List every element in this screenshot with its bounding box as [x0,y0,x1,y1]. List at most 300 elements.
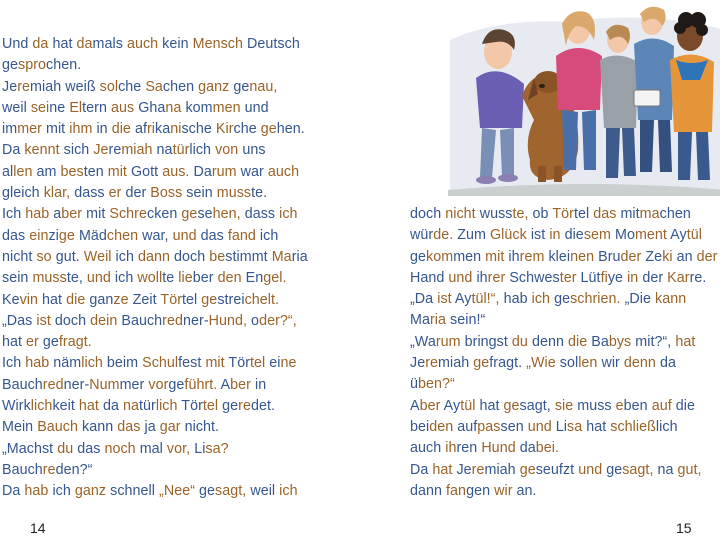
syllable: Boss [150,185,183,202]
syllable: kom [181,99,213,116]
syllable: A [410,397,420,414]
syllable: te [162,270,179,287]
syllable: hat [78,398,99,415]
syllable: na [165,99,182,116]
syllable: ren [456,440,482,457]
syllable: ment [634,227,667,244]
syllable: men [453,248,486,265]
syllable: schnell [106,483,160,500]
syllable: chelt. [244,291,280,308]
syllable: ih [504,248,520,265]
syllable: sein [182,185,217,202]
text-line [410,247,718,268]
syllable: ge [38,334,59,351]
syllable: bringst [460,333,512,350]
syllable: sie [554,397,574,414]
syllable: „Die [620,291,656,308]
syllable: seufzt [535,461,579,478]
syllable: „Wie [526,355,556,372]
syllable: Tör [224,355,251,372]
text-line [410,481,718,502]
text-line [2,247,308,268]
syllable: che [118,78,146,95]
syllable: ber [61,206,83,223]
syllable: re [17,78,31,95]
syllable: mal [135,440,167,457]
syllable: da [32,36,49,52]
syllable: ze [113,291,129,308]
syllable: lich [655,418,678,435]
syllable: Je [410,355,426,372]
syllable: sem [583,227,611,244]
syllable: Lüt [576,269,601,286]
syllable: sein [2,270,33,287]
syllable: und [172,227,197,244]
syllable: ne [280,355,297,372]
syllable: der?“, [259,312,297,329]
syllable: Gha [134,99,166,116]
syllable: ne [49,99,70,116]
syllable: ist [526,227,550,244]
syllable: hen. [276,121,305,138]
text-line [410,289,718,310]
syllable: mit [41,121,70,138]
syllable: Schwes [505,269,560,286]
syllable: Je [2,78,18,95]
syllable: Kar [667,269,690,286]
syllable: kom [426,248,454,265]
syllable: gut. [51,248,84,265]
syllable: na [123,398,140,415]
text-line [2,353,308,374]
syllable: muss [573,397,616,414]
syllable: fragt. [58,334,92,351]
syllable: rem [519,248,545,265]
syllable: Ay [666,227,687,244]
syllable: hat [475,397,504,414]
syllable: gen [466,482,495,499]
syllable: re [471,461,485,478]
syllable: weil [2,99,31,116]
syllable: sich [59,142,94,159]
syllable: er [26,334,39,351]
right-page [360,0,720,536]
syllable: ist [36,312,51,329]
syllable: ge [168,376,185,393]
syllable: tül [460,397,476,414]
syllable: Mäd [74,227,107,244]
syllable: das [593,206,617,222]
syllable: dann [138,248,171,265]
text-line [2,375,308,396]
syllable: Tör [177,398,203,415]
syllable: dein [90,312,118,329]
syllable: Li [551,418,567,435]
syllable: auch [410,440,446,457]
syllable: Bauch [2,376,43,393]
syllable: war [236,163,268,180]
syllable: rum [211,163,237,180]
text-line [2,439,308,460]
syllable: tül!“, [471,291,500,308]
syllable: klei [544,248,571,265]
syllable: len [578,355,598,372]
text-line [410,225,718,246]
syllable: wir [494,482,513,499]
text-line [2,162,308,183]
syllable: in [627,269,639,286]
syllable: a [49,206,62,223]
syllable: im [2,121,18,138]
syllable: sche [181,121,216,138]
syllable: dass [70,185,109,202]
text-line [2,98,308,119]
syllable: Da [410,461,433,478]
syllable: sa? [205,440,229,457]
syllable: zi [48,227,59,244]
page-number-left: 14 [30,520,46,536]
syllable: Hund, [208,312,248,329]
syllable: nicht [445,206,476,222]
syllable: denn [623,355,656,372]
syllable: rum [435,333,461,350]
text-line [2,481,308,502]
syllable: strei [217,291,245,308]
syllable: wür [410,227,434,244]
syllable: an [672,248,697,265]
syllable: das [196,227,228,244]
syllable: hab [499,291,532,308]
syllable: „Da [410,291,438,308]
syllable: Je [93,142,109,159]
syllable: das [2,227,30,244]
syllable: miah [438,355,474,372]
syllable: ist [437,291,452,308]
syllable: näm [49,355,82,372]
syllable: miah weiß [30,78,100,95]
syllable: den [217,270,242,287]
syllable: an. [512,482,537,499]
syllable: ben [623,397,652,414]
syllable: ge [473,355,490,372]
syllable: ge [201,291,218,308]
syllable: hat [675,333,696,350]
syllable: ge [181,206,198,223]
syllable: tül [686,227,702,244]
syllable: ner- [63,376,90,393]
text-line [2,77,308,98]
text-line [2,226,308,247]
text-line [410,417,718,438]
syllable: sol [555,355,579,372]
syllable: hat [432,461,453,478]
syllable: führt. [184,376,218,393]
syllable: sagt, [622,461,654,478]
syllable: wuss [475,206,513,222]
syllable: sein!“ [446,312,486,329]
syllable: am [32,163,61,180]
syllable: die [671,397,695,414]
syllable: red [162,312,183,329]
syllable: doch [410,206,446,222]
syllable: „Das [2,312,37,329]
syllable: lich [30,398,53,415]
syllable: fan [446,482,467,499]
syllable: ri [146,121,156,138]
syllable: ja [140,419,160,436]
syllable: ich [48,483,75,500]
syllable: ber [419,397,441,414]
syllable: te, [66,270,87,287]
syllable: ten [83,163,108,180]
syllable: die [560,227,584,244]
syllable: Hund [481,440,516,457]
syllable: in [549,227,561,244]
syllable: gleich [2,185,44,202]
syllable: mit?“, [631,333,676,350]
syllable: Ma [410,312,430,329]
syllable: nicht [2,248,37,265]
syllable: schließ [610,418,656,435]
syllable: chen [106,227,139,244]
syllable: ter [559,269,577,286]
syllable: se [197,206,213,223]
syllable: mit [82,206,110,223]
syllable: hen, [212,206,241,223]
syllable: hat [38,291,67,308]
syllable: tern [82,99,111,116]
text-line [410,268,718,289]
syllable: er [108,185,122,202]
syllable: bei [410,418,430,435]
syllable: fest [178,355,206,372]
syllable: Sa [145,78,163,95]
text-line [2,311,308,332]
syllable: ihm [69,121,93,138]
syllable: ma [639,206,660,222]
syllable: mit [205,355,225,372]
syllable: re [42,461,56,478]
syllable: Bauch [117,312,163,329]
syllable: „Wa [410,333,436,350]
syllable: bei. [535,440,559,457]
syllable: mals [92,36,127,52]
syllable: „Nee“ [159,483,196,500]
syllable: ich [531,291,551,308]
syllable: da [98,398,123,415]
syllable: Ma [271,248,292,265]
right-page-text [410,204,718,502]
syllable: Ke [2,291,20,308]
syllable: sagt, [215,483,247,500]
syllable: und [578,461,603,478]
syllable: dann [410,482,447,499]
syllable: mit [107,163,127,180]
syllable: vor, [166,440,191,457]
syllable: chen. [46,57,82,74]
syllable: Wirk [2,398,31,415]
syllable: Bauch [37,419,79,436]
syllable: Schul [142,355,179,372]
syllable: na [152,142,173,159]
syllable: das [73,440,105,457]
children-with-dog-illustration [438,0,720,196]
syllable: beim [102,355,143,372]
syllable: tür [139,398,156,415]
syllable: aus [111,99,135,116]
syllable: tür [172,142,190,159]
syllable: Schre [109,206,147,223]
syllable: stimmt [225,248,272,265]
syllable: vin [19,291,39,308]
syllable: ki [662,248,673,265]
syllable: pas [477,418,501,435]
syllable: Weil [83,248,112,265]
syllable: Ze [641,248,663,265]
syllable: ge [260,121,277,138]
syllable: doch [170,248,210,265]
syllable: ge [410,248,427,265]
syllable: cken [147,206,182,223]
syllable: doch [50,312,91,329]
syllable: e [615,397,624,414]
syllable: ich [255,227,279,244]
syllable: ob [528,206,553,222]
text-line [2,55,308,76]
syllable: Deutsch [243,36,300,52]
syllable: ge [58,227,75,244]
text-line [2,140,308,161]
syllable: tel [182,291,202,308]
syllable: al [2,163,14,180]
syllable: ei [265,355,281,372]
syllable: af [130,121,147,138]
syllable: sen [500,418,528,435]
syllable: ge [602,461,623,478]
syllable: auch [267,163,300,180]
syllable: kann [78,419,118,436]
syllable: Ay [451,291,472,308]
syllable: fand [227,227,256,244]
syllable: Mo [610,227,635,244]
syllable: ber [192,270,218,287]
syllable: te. [251,185,268,202]
syllable: in [250,376,267,393]
syllable: tel [250,355,266,372]
text-line [410,460,718,481]
syllable: ganz [198,78,230,95]
syllable: ich [279,483,298,500]
text-line [410,204,718,225]
syllable: gan [85,291,114,308]
syllable: dass [240,206,280,223]
syllable: den?“ [55,461,93,478]
syllable: tel [202,398,219,415]
syllable: schrien. [570,291,621,308]
syllable: re. [689,269,707,286]
syllable: wir [597,355,624,372]
syllable: war, [138,227,173,244]
syllable: nicht. [180,419,220,436]
syllable: re [425,355,439,372]
syllable: klar, [43,185,71,202]
syllable: hab [25,355,50,372]
text-line [2,119,308,140]
syllable: ria [429,312,447,329]
syllable: re [108,142,122,159]
syllable: keit [52,398,79,415]
syllable: ber [230,376,251,393]
syllable: ich [279,206,298,223]
syllable: ge [229,78,250,95]
syllable: gar [159,419,181,436]
syllable: spro [18,57,47,74]
syllable: fragt. [489,355,527,372]
syllable: mit [616,206,640,222]
syllable: det. [250,398,276,415]
syllable: lich [155,398,178,415]
syllable: ge [218,398,239,415]
syllable: auf [453,418,478,435]
syllable: kein [158,36,193,52]
syllable: Glück [490,227,527,244]
syllable: von [215,142,239,159]
left-page-text [2,34,308,503]
syllable: ner- [183,312,209,329]
syllable: miah [484,461,520,478]
syllable: En [241,270,264,287]
syllable: Num [89,376,120,393]
syllable: Mensch [192,36,243,52]
syllable: die [568,333,588,350]
syllable: miah [121,142,153,159]
syllable: na [653,461,678,478]
syllable: sagt, [519,397,555,414]
syllable: mer [119,376,149,393]
syllable: muss [216,185,252,202]
syllable: Zeit [128,291,161,308]
text-line [2,460,308,481]
syllable: El [69,99,83,116]
syllable: nau, [249,78,278,95]
syllable: du [511,333,528,350]
syllable: ge [550,291,571,308]
syllable: fi [600,269,608,286]
syllable: ge [503,397,520,414]
syllable: denn [527,333,568,350]
syllable: hat [582,418,611,435]
syllable: „Machst [2,440,58,457]
syllable: ni [170,121,182,138]
syllable: Zum [453,227,491,244]
syllable: o [247,312,260,329]
syllable: ein [29,227,49,244]
syllable: der [620,248,642,265]
syllable: vor [148,376,169,393]
text-line [2,204,308,225]
syllable: ich [110,270,138,287]
syllable: hat [48,36,77,52]
text-line [2,183,308,204]
syllable: Je [452,461,472,478]
text-line [2,396,308,417]
syllable: hab [24,483,49,500]
syllable: der [696,248,718,265]
syllable: kann [655,291,687,308]
syllable: da [655,355,676,372]
syllable: che [233,121,261,138]
syllable: Bru [594,248,621,265]
